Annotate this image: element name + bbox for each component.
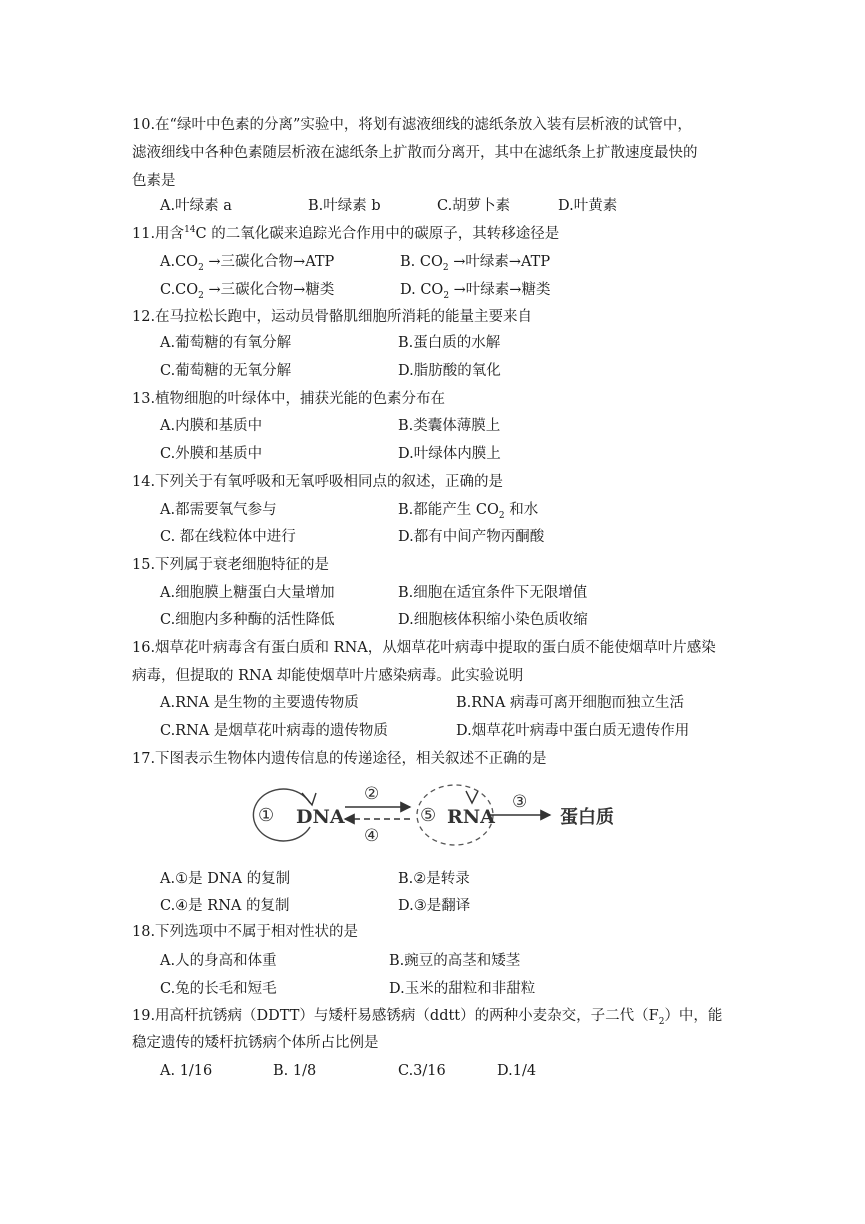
step-5-label: ⑤ [420, 805, 437, 826]
q14-stem: 14.下列关于有氧呼吸和无氧呼吸相同点的叙述，正确的是 [132, 474, 504, 490]
q16-option-c: C.RNA 是烟草花叶病毒的遗传物质 [160, 723, 388, 739]
q19-option-a: A. 1/16 [160, 1063, 213, 1079]
step-4-label: ④ [364, 826, 380, 846]
q15-stem: 15.下列属于衰老细胞特征的是 [132, 557, 330, 573]
q15-option-a: A.细胞膜上糖蛋白大量增加 [160, 585, 335, 601]
q19-stem-sub: 2 [658, 1016, 665, 1027]
q14-option-a: A.都需要氧气参与 [160, 502, 277, 518]
q10-stem-line-2: 滤液细线中各种色素随层析液在滤纸条上扩散而分离开，其中在滤纸条上扩散速度最快的 [132, 145, 698, 161]
protein-label: 蛋白质 [560, 807, 614, 828]
q11-option-d-post: →叶绿素→糖类 [449, 282, 551, 298]
q19-stem-line-1 [132, 1006, 722, 1026]
q16-option-a: A.RNA 是生物的主要遗传物质 [160, 695, 359, 711]
q11-option-d [400, 280, 550, 300]
q18-option-c: C.兔的长毛和短毛 [160, 981, 277, 997]
q12-stem: 12.在马拉松长跑中，运动员骨骼肌细胞所消耗的能量主要来自 [132, 309, 533, 325]
q14-option-b [398, 500, 538, 520]
q10-stem-line-1: 10.在“绿叶中色素的分离”实验中，将划有滤液细线的滤纸条放入装有层析液的试管中， [132, 117, 692, 133]
q15-option-d: D.细胞核体积缩小染色质收缩 [398, 612, 588, 628]
q11-stem-suffix: C 的二氧化碳来追踪光合作用中的碳原子，其转移途径是 [195, 226, 560, 242]
q19-stem-line-2: 稳定遗传的矮杆抗锈病个体所占比例是 [132, 1035, 379, 1051]
q11-option-a-post: →三碳化合物→ATP [203, 254, 335, 270]
q19-stem-post: ）中，能 [664, 1008, 723, 1024]
dna-replication-arrowhead [302, 793, 316, 805]
q11-option-d-pre: D. CO [400, 282, 444, 298]
q17-option-c: C.④是 RNA 的复制 [160, 898, 290, 914]
q11-stem [132, 224, 559, 244]
q11-option-c [160, 280, 334, 300]
q11-option-b [400, 252, 550, 272]
q10-option-a: A.叶绿素 a [160, 198, 232, 214]
q16-stem-line-2: 病毒，但提取的 RNA 却能使烟草叶片感染病毒。此实验说明 [132, 668, 524, 684]
q19-option-d: D.1/4 [497, 1063, 537, 1079]
q18-option-a: A.人的身高和体重 [160, 953, 277, 969]
step-3-label: ③ [512, 792, 528, 812]
q15-option-b: B.细胞在适宜条件下无限增值 [398, 585, 588, 601]
q14-option-b-sub: 2 [498, 510, 505, 521]
q11-option-a-sub: 2 [198, 262, 204, 273]
rna-label: RNA [447, 806, 495, 828]
q13-option-d: D.叶绿体内膜上 [398, 446, 501, 462]
q16-stem-line-1: 16.烟草花叶病毒含有蛋白质和 RNA，从烟草花叶病毒中提取的蛋白质不能使烟草叶片感染 [132, 640, 716, 656]
q18-stem: 18.下列选项中不属于相对性状的是 [132, 924, 359, 940]
q10-option-b: B.叶绿素 b [308, 198, 381, 214]
q17-option-d: D.③是翻译 [398, 898, 471, 914]
q11-isotope-mass: 14 [184, 225, 196, 236]
q11-option-b-pre: B. CO [400, 254, 443, 270]
q13-option-c: C.外膜和基质中 [160, 446, 263, 462]
q11-option-c-sub: 2 [198, 290, 204, 301]
q18-option-b: B.豌豆的高茎和矮茎 [389, 953, 521, 969]
q10-option-d: D.叶黄素 [558, 198, 618, 214]
genetic-info-flow-diagram [240, 775, 630, 855]
q19-stem-pre: 19.用高杆抗锈病（DDTT）与矮杆易感锈病（ddtt）的两种小麦杂交，子二代（F [132, 1008, 659, 1024]
q14-option-d: D.都有中间产物丙酮酸 [398, 529, 545, 545]
q17-stem: 17.下图表示生物体内遗传信息的传递途径，相关叙述不正确的是 [132, 751, 547, 767]
step-2-label: ② [364, 784, 380, 804]
q18-option-d: D.玉米的甜粒和非甜粒 [389, 981, 536, 997]
q19-option-b: B. 1/8 [273, 1063, 317, 1079]
q15-option-c: C.细胞内多种酶的活性降低 [160, 612, 335, 628]
q11-option-a-pre: A.CO [160, 254, 199, 270]
q14-option-c: C. 都在线粒体中进行 [160, 529, 296, 545]
q12-option-a: A.葡萄糖的有氧分解 [160, 335, 292, 351]
q13-option-a: A.内膜和基质中 [160, 418, 263, 434]
q17-option-a: A.①是 DNA 的复制 [160, 871, 291, 887]
q11-option-b-sub: 2 [442, 262, 449, 273]
q13-option-b: B.类囊体薄膜上 [398, 418, 501, 434]
q11-option-c-post: →三碳化合物→糖类 [203, 282, 335, 298]
q11-option-d-sub: 2 [443, 290, 450, 301]
q12-option-c: C.葡萄糖的无氧分解 [160, 363, 292, 379]
dna-label: DNA [296, 806, 345, 828]
q11-option-b-post: →叶绿素→ATP [448, 254, 551, 270]
q13-stem: 13.植物细胞的叶绿体中，捕获光能的色素分布在 [132, 391, 446, 407]
step-1-label: ① [258, 805, 275, 826]
q11-option-a [160, 252, 334, 272]
q11-stem-prefix: 11.用含 [132, 226, 185, 242]
q16-option-b: B.RNA 病毒可离开细胞而独立生活 [456, 695, 684, 711]
q14-option-b-pre: B.都能产生 CO [398, 502, 499, 518]
q14-option-b-post: 和水 [504, 502, 539, 518]
q11-option-c-pre: C.CO [160, 282, 199, 298]
q16-option-d: D.烟草花叶病毒中蛋白质无遗传作用 [456, 723, 690, 739]
q17-option-b: B.②是转录 [398, 871, 470, 887]
q19-option-c: C.3/16 [398, 1063, 446, 1079]
q10-option-c: C.胡萝卜素 [437, 198, 511, 214]
rna-replication-arrowhead [466, 791, 478, 803]
q10-stem-line-3: 色素是 [132, 173, 176, 189]
q12-option-d: D.脂肪酸的氧化 [398, 363, 501, 379]
q12-option-b: B.蛋白质的水解 [398, 335, 501, 351]
